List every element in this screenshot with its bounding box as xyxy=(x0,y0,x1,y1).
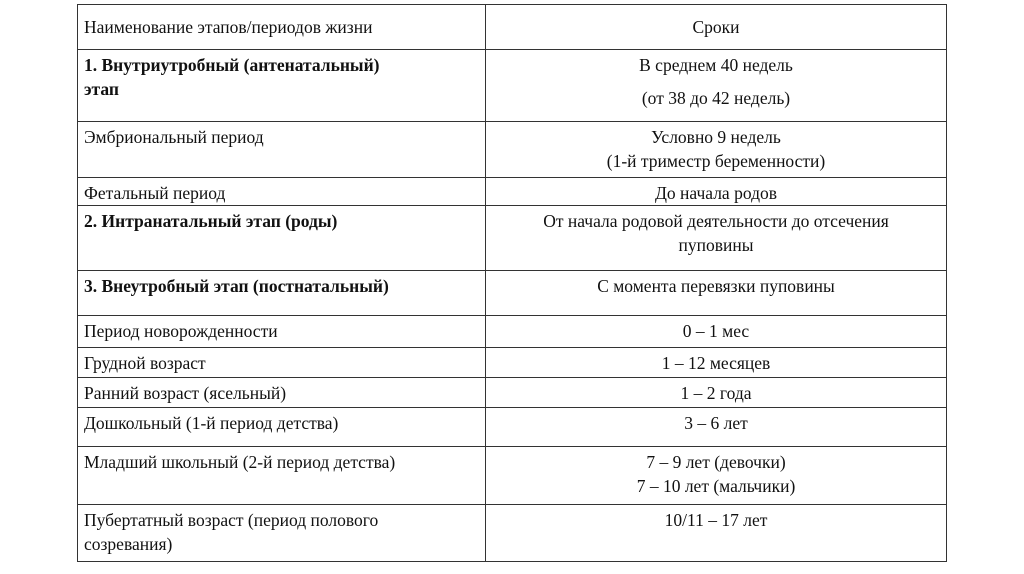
term-cell: 0 – 1 мес xyxy=(486,316,947,348)
life-stages-table xyxy=(77,4,947,562)
table-row xyxy=(78,271,947,316)
header-term: Сроки xyxy=(486,5,947,50)
term-cell: 3 – 6 лет xyxy=(486,408,947,447)
stage-cell: Фетальный период xyxy=(78,178,486,206)
table-row xyxy=(78,408,947,447)
table-header-row xyxy=(78,5,947,50)
table-row xyxy=(78,206,947,271)
stage-cell: 3. Внеутробный этап (постнатальный) xyxy=(78,271,486,316)
term-cell: В среднем 40 недель (от 38 до 42 недель) xyxy=(486,50,947,122)
stage-cell: Младший школьный (2-й период детства) xyxy=(78,447,486,505)
stage-cell: Дошкольный (1-й период детства) xyxy=(78,408,486,447)
stage-cell: 1. Внутриутробный (антенатальный) этап xyxy=(78,50,486,122)
stage-cell: 2. Интранатальный этап (роды) xyxy=(78,206,486,271)
stage-cell: Грудной возраст xyxy=(78,348,486,378)
term-cell: До начала родов xyxy=(486,178,947,206)
table-row xyxy=(78,178,947,206)
term-cell: Условно 9 недель (1-й триместр беременности) xyxy=(486,122,947,178)
header-stage: Наименование этапов/периодов жизни xyxy=(78,5,486,50)
stage-cell: Эмбриональный период xyxy=(78,122,486,178)
term-cell: С момента перевязки пуповины xyxy=(486,271,947,316)
term-cell: 7 – 9 лет (девочки) 7 – 10 лет (мальчики) xyxy=(486,447,947,505)
stage-cell: Ранний возраст (ясельный) xyxy=(78,378,486,408)
term-cell: 10/11 – 17 лет xyxy=(486,505,947,562)
table-row xyxy=(78,378,947,408)
stage-cell: Пубертатный возраст (период полового созревания) xyxy=(78,505,486,562)
table-row xyxy=(78,122,947,178)
table-row xyxy=(78,447,947,505)
table-row xyxy=(78,348,947,378)
term-cell: 1 – 2 года xyxy=(486,378,947,408)
table-row xyxy=(78,50,947,122)
term-cell: От начала родовой деятельности до отсечения пуповины xyxy=(486,206,947,271)
table-row xyxy=(78,316,947,348)
table-row xyxy=(78,505,947,562)
stage-cell: Период новорожденности xyxy=(78,316,486,348)
term-cell: 1 – 12 месяцев xyxy=(486,348,947,378)
